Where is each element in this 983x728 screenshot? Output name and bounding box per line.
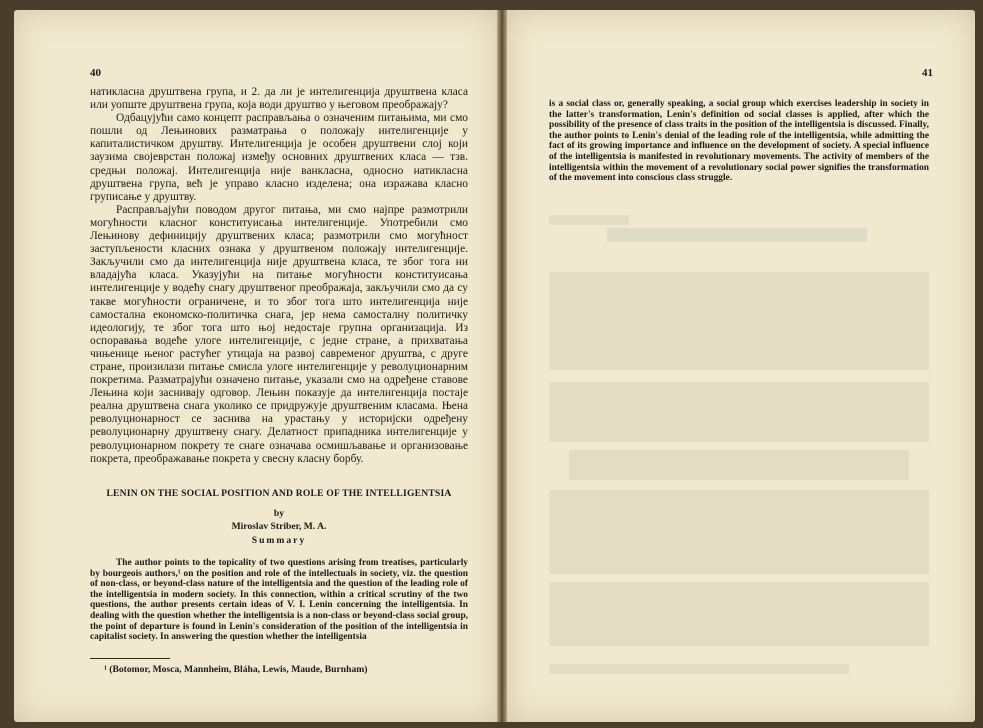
summary-author: Miroslav Striber, M. A. xyxy=(231,521,327,532)
book-gutter xyxy=(497,10,507,722)
right-page xyxy=(507,10,975,722)
bleed-through-author xyxy=(549,215,629,225)
paragraph: is a social class or, generally speaking, a social group which exercises leadership in society in the latter's transformation, Lenin's definition od social classes is applied, after which the possibility of the presence of class traits in the position of the intelligentsia is discussed. Finally, the author points to Lenin's denial of the leading role of the intelligentsia, while admitting the fact of its growing importance and influence on the development of society. A special influence of the intelligentsia is manifested in revolutionary movements. The activity of members of the intelligentsia within the movement of a revolutionary social power signifies the transformation of the movement into conscious class struggle. xyxy=(549,99,929,184)
footnote: ¹ (Botomor, Mosca, Mannheim, Bláha, Lewis, Maude, Burnham) xyxy=(104,664,368,675)
summary-text: The author points to the topicality of two questions arising from treatises, particularly by bourgeois authors,¹ on the position and role of the intellectuals in society, viz. the question of non-class, or beyond-class nature of the intelligentsia and the question of the leading role of the intelligentsia in modern society. In this connection, within a critical scrutiny of the two questions, the author presents certain ideas of V. I. Lenin concerning the intelligentsia. In dealing with the question whether the intelligentsia is a non-class or beyond-class social group, the point of departure is found in Lenin's consideration of the position of the intelligentsia in capitalist society. In answering the question whether the intelligentsia xyxy=(90,558,468,643)
summary-by: by xyxy=(273,508,285,519)
footnote-rule xyxy=(90,658,170,659)
bleed-through-block xyxy=(569,450,909,480)
english-summary xyxy=(90,488,468,643)
summary-title: LENIN ON THE SOCIAL POSITION AND ROLE OF THE INTELLIGENTSIA xyxy=(106,488,452,499)
paragraph: натикласна друштвена група, и 2. да ли је интелигенција друштвена класа или уопште друштвена група, која води друштво у његовом преображају? xyxy=(90,86,468,112)
summary-label: Summary xyxy=(251,535,307,546)
paragraph: Расправљајући поводом другог питања, ми смо најпре размотрили могућности класног конституисања интелигенције. Употребили смо Лењинову дефиницију друштвених класа; размотрили смо могућност заступљености класних ознака у друштвеном положају интелигенције. Закључили смо да интелигенција није друштвена класа, те због тога ни владајућа класа. Указујући на питање могућности конституисања интелигенције у водећу снагу друштвеног преображаја, закључили смо да су такве могућности ограничене, и то због тога што интелигенција није самостална економско-политичка снага, јер нема самосталну политичку идеологију, те због тога што њој недостаје групна организација. Из оспоравања водеће улоге интелигенције, с једне стране, а прихватања чињенице њеног растућег утицаја на развој савременог друштва, с друге стране, произилази питање смисла улоге интелигенције у револуционарним покретима. Разматрајући означено питање, указали смо на одређене ставове Лењина који заснивају одговор. Лењин показује да интелигенција постаје реална друштвена снага уколико се придружује друштвеним класама. Њена револуционарност се заснива на урастању у историјски одређену револуционарну друштвену снагу. Делатност припадника интелигенције у револуционарном покрету те снаге означава осмишљавање и организовање покрета, преображавање покрета у свесну класну борбу. xyxy=(90,203,468,465)
cyrillic-body xyxy=(90,86,468,466)
page-number-right: 41 xyxy=(922,67,933,79)
bleed-through-block xyxy=(549,272,929,370)
bleed-through-title xyxy=(607,228,867,242)
paragraph: Одбацујући само концепт расправљања о означеним питањима, ми смо пошли од Лењинових разматрања о положају интелигенције у капиталистичком друштву. Интелигенција је особен друштвени слој који заузима својеврстан положај између основних друштвених класа — тзв. средњи положај. Интелигенција није ванкласна, односно натикласна друштвена група, већ је управо класно изделена; она изражава класно груписање у друштву. xyxy=(90,112,468,203)
left-page xyxy=(14,10,497,722)
bleed-through-block xyxy=(549,490,929,574)
bleed-through-block xyxy=(549,382,929,442)
page-number-left: 40 xyxy=(90,67,101,79)
english-continuation xyxy=(549,99,929,184)
bleed-through-block xyxy=(549,664,849,674)
bleed-through-block xyxy=(549,582,929,646)
